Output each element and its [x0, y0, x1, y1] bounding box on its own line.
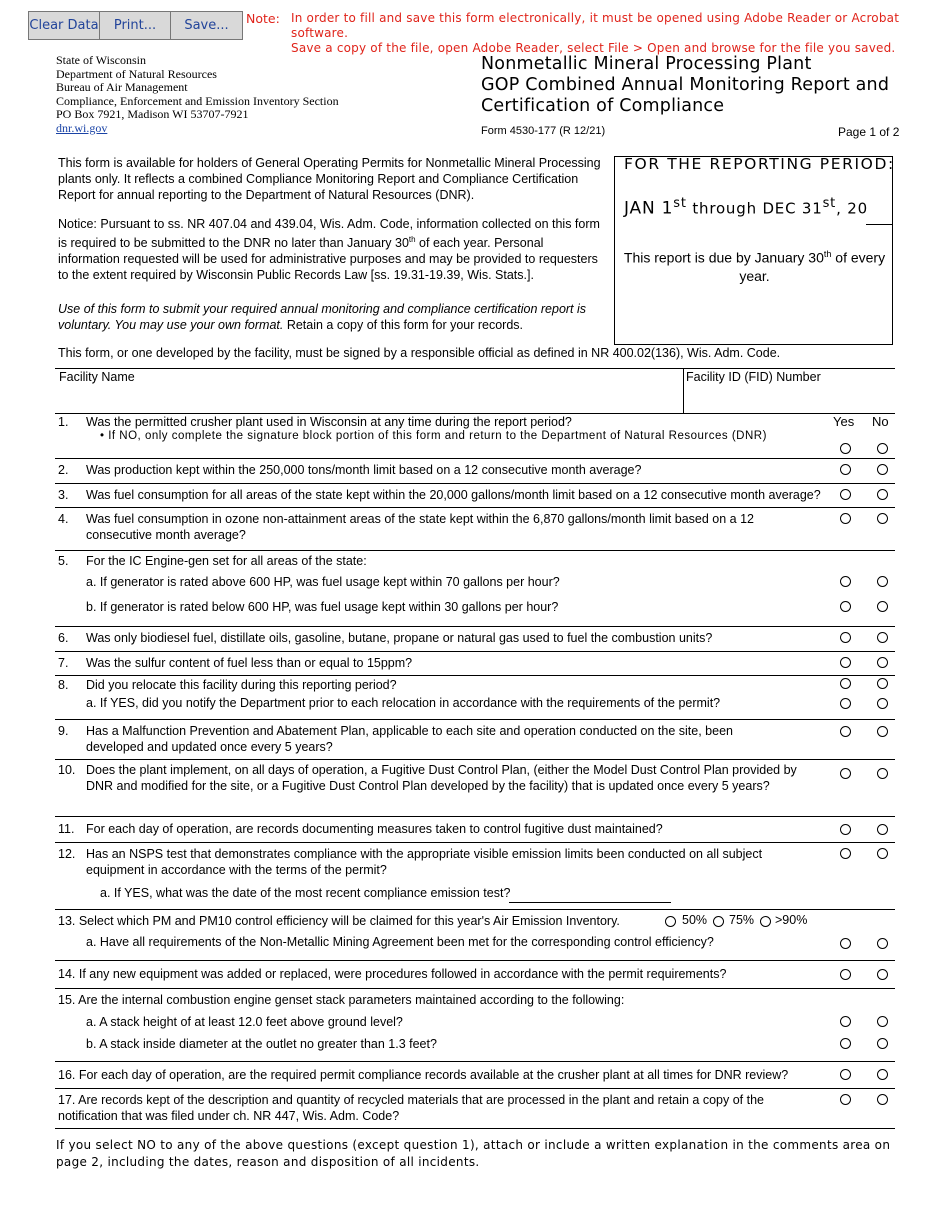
question-1-yes-radio[interactable] [840, 443, 851, 454]
divider [55, 960, 895, 961]
retain-text: Retain a copy of this form for your records. [283, 318, 524, 333]
question-16: 16. For each day of operation, are the required permit compliance records available at the crusher plant at all times for DNR review? [58, 1068, 789, 1082]
question-5a: a. If generator is rated above 600 HP, was fuel usage kept within 70 gallons per hour? [86, 575, 560, 589]
option-50-label: 50% [682, 913, 708, 927]
question-number: 9. [58, 724, 69, 738]
form-toolbar [28, 11, 243, 40]
form-title [481, 54, 921, 117]
divider [55, 759, 895, 760]
question-13a-no-radio[interactable] [877, 938, 888, 949]
question-9-yes-radio[interactable] [840, 726, 851, 737]
question-17-no-radio[interactable] [877, 1094, 888, 1105]
due-date-note [617, 245, 892, 285]
due-sup: th [823, 249, 832, 259]
question-12-no-radio[interactable] [877, 848, 888, 859]
agency-address [56, 54, 339, 135]
question-16-yes-radio[interactable] [840, 1069, 851, 1080]
question-9-no-radio[interactable] [877, 726, 888, 737]
question-number: 5. [58, 554, 69, 568]
option-75-radio[interactable] [713, 916, 724, 927]
agency-state: State of Wisconsin [56, 53, 146, 67]
question-text: Was fuel consumption in ozone non-attainment areas of the state kept within the 6,870 gallons/month limit based on a 12 consecutive month average? [86, 512, 754, 542]
question-15b-yes-radio[interactable] [840, 1038, 851, 1049]
divider [55, 550, 895, 551]
option-90-radio[interactable] [760, 916, 771, 927]
question-text: Has an NSPS test that demonstrates compliance with the appropriate visible emission limits been conducted on all subject equipment in accordance with the terms of the permit? [86, 847, 763, 877]
period-end: through DEC 31 [686, 199, 823, 218]
question-8-no-radio[interactable] [877, 678, 888, 689]
due-text-cont: of every year. [739, 249, 886, 284]
question-13a-yes-radio[interactable] [840, 938, 851, 949]
intro-text [58, 155, 603, 346]
reporting-period-dates [624, 196, 868, 219]
divider [55, 988, 895, 989]
question-5b-yes-radio[interactable] [840, 601, 851, 612]
question-2-yes-radio[interactable] [840, 464, 851, 475]
agency-website-link[interactable]: dnr.wi.gov [56, 120, 108, 135]
question-number: 12. [58, 847, 76, 861]
intro-paragraph-1: This form is available for holders of General Operating Permits for Nonmetallic Mineral Processing plants only. It reflects a combined Compliance Monitoring Report and Compliance Certification Report for annual reporting to the Department of Natural Resources (DNR). [58, 156, 601, 202]
question-15: 15. Are the internal combustion engine genset stack parameters maintained according to the following: [58, 993, 625, 1007]
question-number: 4. [58, 512, 69, 526]
intro-paragraph-2 [58, 216, 603, 283]
question-12-yes-radio[interactable] [840, 848, 851, 859]
divider [55, 626, 895, 627]
question-17: 17. Are records kept of the description and quantity of recycled materials that are processed in the plant and retain a copy of the notification that was filed under ch. NR 447, Wis. Adm. Code? [58, 1093, 764, 1123]
period-start: JAN 1 [624, 198, 674, 219]
divider [55, 1128, 895, 1129]
due-text: This report is due by January 30 [623, 249, 824, 266]
question-text: Does the plant implement, on all days of operation, a Fugitive Dust Control Plan, (either the Model Dust Control Plan provided by DNR and modified for the site, or a Fugitive Dust Control Plan developed by the facility) that is updated once every 5 years? [86, 763, 797, 793]
question-15a-yes-radio[interactable] [840, 1016, 851, 1027]
question-12a: a. If YES, what was the date of the most recent compliance emission test? [100, 886, 511, 900]
question-text: Was the sulfur content of fuel less than or equal to 15ppm? [86, 656, 413, 670]
page-number: Page 1 of 2 [838, 125, 900, 139]
notice-text-cont: of each year. Personal information requested will be used for administrative purposes and may be provided to requesters to the extent required by Wisconsin Public Records Law [ss. 19.31-19.39, Wis. Stats.]. [58, 236, 598, 283]
question-13a: a. Have all requirements of the Non-Metallic Mining Agreement been met for the corresponding control efficiency? [86, 935, 714, 949]
yes-column-header: Yes [833, 414, 855, 429]
facility-name-field[interactable]: Facility Name [59, 370, 135, 384]
period-end-sup: st [822, 196, 837, 211]
question-16-no-radio[interactable] [877, 1069, 888, 1080]
facility-id-field[interactable]: Facility ID (FID) Number [686, 370, 821, 384]
question-5b-no-radio[interactable] [877, 601, 888, 612]
option-50-radio[interactable] [665, 916, 676, 927]
question-14-no-radio[interactable] [877, 969, 888, 980]
question-7-yes-radio[interactable] [840, 657, 851, 668]
question-text: Did you relocate this facility during this reporting period? [86, 678, 397, 692]
question-10-no-radio[interactable] [877, 768, 888, 779]
question-number: 6. [58, 631, 69, 645]
no-column-header: No [872, 414, 889, 429]
question-number: 2. [58, 463, 69, 477]
question-1-instruction: • If NO, only complete the signature block portion of this form and return to the Department of Natural Resources (DNR) [100, 430, 767, 442]
title-line-2: GOP Combined Annual Monitoring Report and [481, 75, 890, 95]
agency-pobox: PO Box 7921, Madison WI 53707-7921 [56, 107, 249, 121]
question-4-yes-radio[interactable] [840, 513, 851, 524]
title-line-1: Nonmetallic Mineral Processing Plant [481, 54, 812, 74]
question-8-yes-radio[interactable] [840, 678, 851, 689]
title-line-3: Certification of Compliance [481, 96, 725, 116]
question-number: 1. [58, 415, 69, 429]
note-label: Note: [246, 11, 280, 26]
question-6-yes-radio[interactable] [840, 632, 851, 643]
divider [55, 458, 895, 459]
clear-data-button[interactable]: Clear Data [29, 12, 100, 39]
question-8a-yes-radio[interactable] [840, 698, 851, 709]
save-button[interactable]: Save... [171, 12, 242, 39]
divider [55, 651, 895, 652]
question-number: 8. [58, 678, 69, 692]
signature-requirement-note: This form, or one developed by the facility, must be signed by a responsible official as defined in NR 400.02(136), Wis. Adm. Code. [58, 346, 781, 360]
question-13: 13. Select which PM and PM10 control efficiency will be claimed for this year's Air Emission Inventory. [58, 914, 620, 928]
period-year-prefix: , 20 [836, 199, 868, 218]
question-text: For the IC Engine-gen set for all areas of the state: [86, 554, 367, 568]
question-15a-no-radio[interactable] [877, 1016, 888, 1027]
question-number: 3. [58, 488, 69, 502]
question-10-yes-radio[interactable] [840, 768, 851, 779]
option-90-label: >90% [775, 913, 808, 927]
form-number: Form 4530-177 (R 12/21) [481, 125, 606, 137]
question-number: 10. [58, 763, 76, 777]
divider [55, 483, 895, 484]
question-3-yes-radio[interactable] [840, 489, 851, 500]
question-3-no-radio[interactable] [877, 489, 888, 500]
question-text: For each day of operation, are records documenting measures taken to control fugitive dust maintained? [86, 822, 663, 836]
question-14: 14. If any new equipment was added or replaced, were procedures followed in accordance with the permit requirements? [58, 967, 727, 981]
question-1-no-radio[interactable] [877, 443, 888, 454]
question-14-yes-radio[interactable] [840, 969, 851, 980]
question-text: Was only biodiesel fuel, distillate oils, gasoline, butane, propane or natural gas used to fuel the combustion units? [86, 631, 713, 645]
question-5a-yes-radio[interactable] [840, 576, 851, 587]
question-4-no-radio[interactable] [877, 513, 888, 524]
question-11-no-radio[interactable] [877, 824, 888, 835]
divider [55, 1088, 895, 1089]
divider [55, 842, 895, 843]
agency-department: Department of Natural Resources [56, 66, 217, 81]
test-date-input[interactable] [509, 902, 671, 903]
question-number: 11. [58, 822, 75, 836]
notice-sup: th [408, 235, 416, 244]
question-8a: a. If YES, did you notify the Department prior to each relocation in accordance with the requirements of the permit? [86, 696, 721, 710]
intro-paragraph-3 [58, 301, 603, 333]
print-button[interactable]: Print... [100, 12, 171, 39]
question-number: 7. [58, 656, 69, 670]
notice-text: Notice: Pursuant to ss. NR 407.04 and 439.04, Wis. Adm. Code, information collected on this form is required to be submitted to the DNR no later than January 30 [58, 217, 600, 251]
question-text: Has a Malfunction Prevention and Abatement Plan, applicable to each site and operation conducted on the site, been developed and updated once every 5 years? [86, 724, 733, 754]
question-text: Was the permitted crusher plant used in Wisconsin at any time during the report period? [86, 415, 572, 429]
divider [55, 1061, 895, 1062]
agency-section: Compliance, Enforcement and Emission Inventory Section [56, 93, 339, 108]
question-8a-no-radio[interactable] [877, 698, 888, 709]
question-5a-no-radio[interactable] [877, 576, 888, 587]
question-15a: a. A stack height of at least 12.0 feet above ground level? [86, 1015, 403, 1029]
option-75-label: 75% [729, 913, 755, 927]
divider [55, 507, 895, 508]
divider [683, 368, 684, 413]
divider [55, 816, 895, 817]
question-15b: b. A stack inside diameter at the outlet no greater than 1.3 feet? [86, 1037, 437, 1051]
note-text [291, 11, 931, 56]
note-line-1: In order to fill and save this form electronically, it must be opened using Adobe Reader or Acrobat software. [291, 11, 900, 40]
divider [55, 909, 895, 910]
agency-bureau: Bureau of Air Management [56, 80, 188, 94]
question-17-yes-radio[interactable] [840, 1094, 851, 1105]
year-input-line[interactable] [866, 224, 892, 225]
question-2-no-radio[interactable] [877, 464, 888, 475]
question-7-no-radio[interactable] [877, 657, 888, 668]
divider [55, 675, 895, 676]
question-text: Was production kept within the 250,000 tons/month limit based on a 12 consecutive month average? [86, 463, 642, 477]
question-15b-no-radio[interactable] [877, 1038, 888, 1049]
divider [55, 368, 895, 369]
question-6-no-radio[interactable] [877, 632, 888, 643]
note-line-2: Save a copy of the file, open Adobe Reader, select File > Open and browse for the file you saved. [291, 41, 896, 55]
question-11-yes-radio[interactable] [840, 824, 851, 835]
divider [55, 719, 895, 720]
voluntary-text: Use of this form to submit your required annual monitoring and compliance certification report is voluntary. You may use your own format. [58, 302, 587, 333]
question-5b: b. If generator is rated below 600 HP, was fuel usage kept within 30 gallons per hour? [86, 600, 559, 614]
question-text: Was fuel consumption for all areas of the state kept within the 20,000 gallons/month limit based on a 12 consecutive month average? [86, 488, 821, 502]
period-start-sup: st [673, 196, 687, 211]
footer-note: If you select NO to any of the above questions (except question 1), attach or include a written explanation in the comments area on page 2, including the dates, reason and disposition of all incidents. [56, 1138, 891, 1169]
reporting-period-heading: FOR THE REPORTING PERIOD: [624, 155, 895, 173]
